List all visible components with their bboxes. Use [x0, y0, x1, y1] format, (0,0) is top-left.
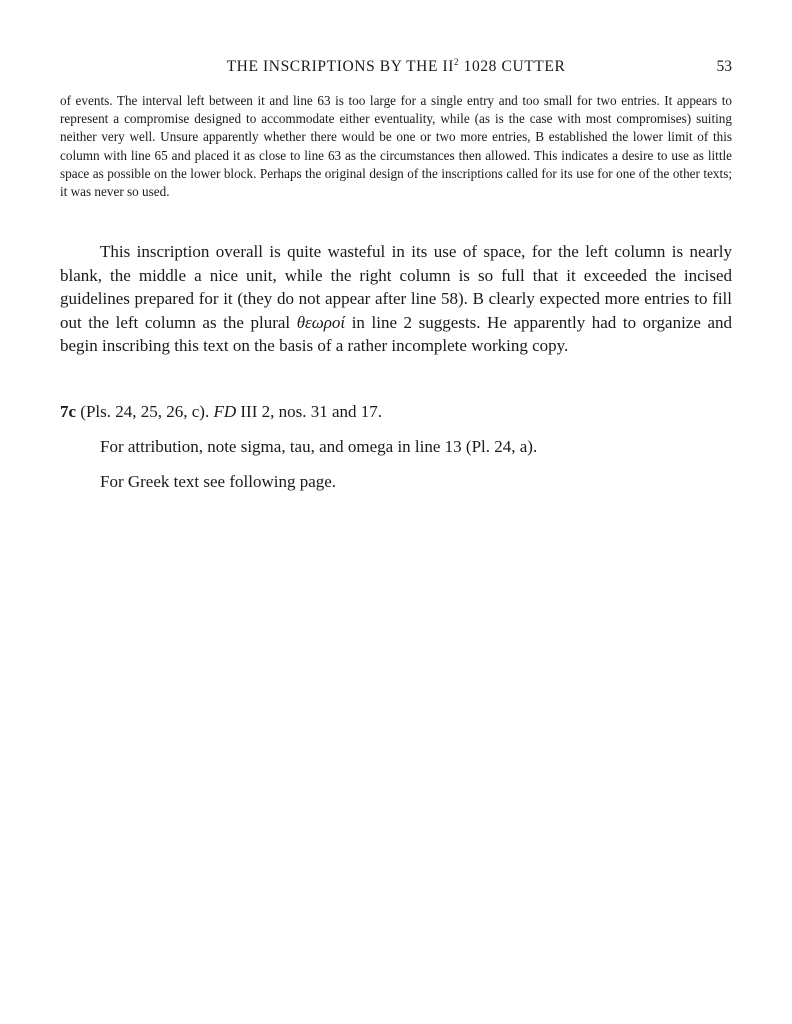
running-title-suffix: 1028 CUTTER — [459, 58, 566, 75]
body-text-after-greek: in line 2 suggests. He apparently had to organize and begin inscribing this text on the basis of a rather incomplete working copy. — [60, 312, 732, 356]
footnote-paragraph: of events. The interval left between it and line 63 is too large for a single entry and too small for two entries. It appears to represent a compromise designed to accommodate either eventuality, while (as is the case with most compromises) suiting neither very well. Unsure apparently whether there would be one or two more entries, B established the lower limit of this column with line 65 and placed it as close to line 63 as the circumstances then allowed. This indicates a desire to use as little space as possible on the lower block. Perhaps the original design of the inscriptions called for its use for one of the other texts; it was never so used. — [60, 93, 732, 200]
attribution-line: For attribution, note sigma, tau, and omega in line 13 (Pl. 24, a). — [100, 437, 538, 456]
entry-plates: (Pls. 24, 25, 26, c). — [76, 402, 214, 421]
page — [60, 0, 732, 1024]
body-paragraph — [60, 240, 732, 358]
running-title — [60, 57, 732, 77]
running-title-prefix: THE INSCRIPTIONS BY THE II — [226, 58, 455, 75]
entry-heading — [60, 400, 732, 424]
entry-source-ref: III 2, nos. 31 and 17. — [236, 402, 383, 421]
running-title-superscript: 2 — [454, 57, 460, 67]
page-number: 53 — [716, 58, 732, 75]
entry-number: 7c — [60, 402, 77, 421]
entry-source-abbrev: FD — [213, 402, 237, 421]
greek-word: θεωροί — [296, 312, 346, 332]
body-text-before-greek: This inscription overall is quite wasteful in its use of space, for the left column is nearly blank, the middle a nice unit, while the right column is so full that it exceeded the incised guidelines prepared for it (they do not appear after line 58). B clearly expected more entries to fill out the left column as the plural — [60, 242, 732, 332]
running-head — [60, 57, 732, 77]
greek-text-note: For Greek text see following page. — [100, 472, 337, 491]
